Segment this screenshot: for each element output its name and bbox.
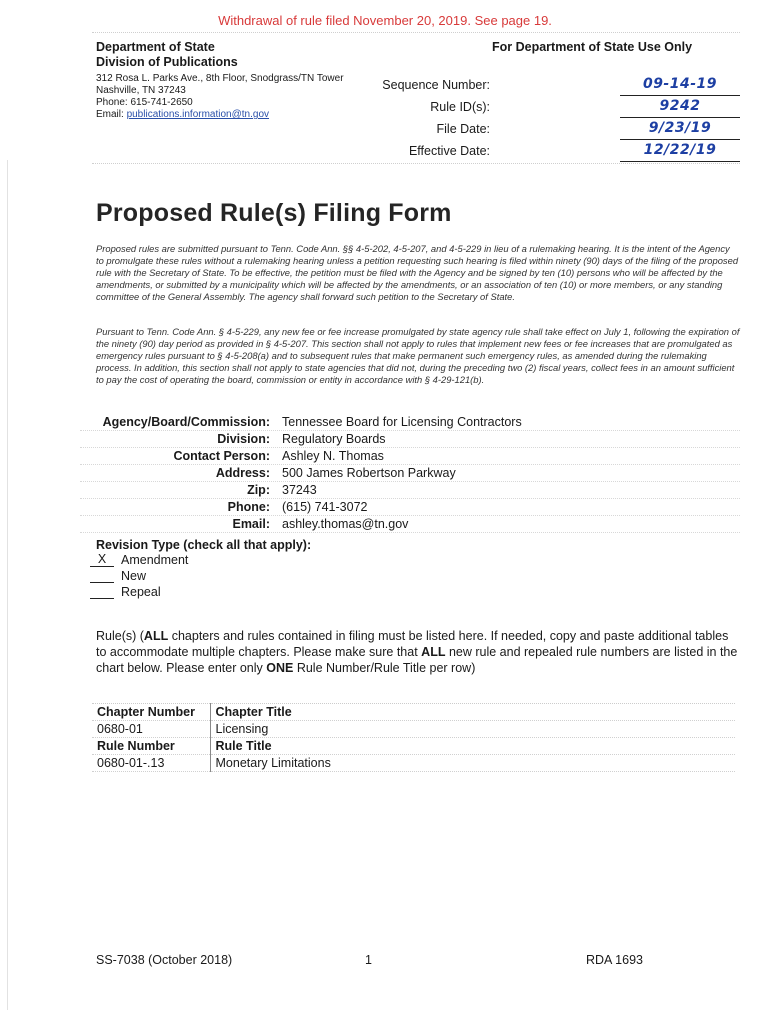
amendment-label: Amendment	[121, 553, 189, 567]
rules-table	[92, 703, 735, 772]
rules-intro-text-1: Rule(s) (	[96, 629, 144, 643]
amendment-checkmark[interactable]: X	[90, 553, 114, 567]
effective-date-label: Effective Date:	[408, 144, 490, 158]
agency-label: Agency/Board/Commission:	[102, 415, 270, 429]
zip-value: 37243	[282, 483, 317, 497]
revision-new[interactable]	[90, 569, 146, 585]
address-row	[80, 465, 740, 482]
new-label: New	[121, 569, 147, 583]
file-date-label: File Date:	[436, 122, 490, 136]
revision-amendment[interactable]	[90, 553, 188, 569]
rule-number-header: Rule Number	[92, 738, 210, 755]
dept-phone: Phone: 615-741-2650	[96, 97, 193, 108]
effective-date-value: 12/22/19	[620, 140, 740, 162]
rules-instructions	[96, 628, 740, 676]
footer-form-id: SS-7038 (October 2018)	[96, 953, 233, 967]
division-value: Regulatory Boards	[282, 432, 386, 446]
chapter-title-cell: Licensing	[210, 721, 735, 738]
agency-row	[80, 414, 740, 431]
rules-intro-emph-1: ALL	[143, 629, 169, 643]
email-value: ashley.thomas@tn.gov	[282, 517, 409, 531]
address-label: Address:	[215, 466, 270, 480]
contact-person-label: Contact Person:	[173, 449, 270, 463]
division-row	[80, 431, 740, 448]
dept-address-line2: Nashville, TN 37243	[96, 85, 186, 96]
header-bottom-rule	[92, 163, 740, 164]
form-title: Proposed Rule(s) Filing Form	[96, 199, 452, 227]
rules-intro-text-4: Rule Number/Rule Title per row)	[293, 661, 476, 675]
phone-row	[80, 499, 740, 516]
dept-email-link[interactable]: publications.information@tn.gov	[126, 109, 270, 120]
header-top-rule	[92, 32, 740, 33]
intro-paragraph-1: Proposed rules are submitted pursuant to Tenn. Code Ann. §§ 4-5-202, 4-5-207, and 4-5-229 in lieu of a rulemaking hearing. It is the intent of the Agency to promulgate these rules without a rulemaking hearing unless a petition requesting such hearing is filed within ninety (90) days of the filing of the proposed rule with the Secretary of State. To be effective, the petition must be filed with the Agency and be signed by ten (10) persons who will be affected by the amendments, or submitted by a municipality which will be affected by the amendments, or an association of ten (10) or more members, or any standing committee of the General Assembly. The agency shall forward such petition to the Secretary of State.	[96, 243, 739, 302]
department-block	[96, 40, 344, 121]
zip-row	[80, 482, 740, 499]
page-edge-line	[7, 160, 8, 1010]
footer-rda: RDA 1693	[586, 953, 643, 967]
contact-person-value: Ashley N. Thomas	[282, 449, 384, 463]
intro-paragraph-2: Pursuant to Tenn. Code Ann. § 4-5-229, any new fee or fee increase promulgated by state agency rule shall take effect on July 1, following the expiration of the ninety (90) day period as provided in § 4-5-207. This section shall not apply to rules that implement new fees or fee increases that are promulgated as emergency rules pursuant to § 4-5-208(a) and to subsequent rules that make permanent such emergency rules, as amended during the rulemaking process. In addition, this section shall not apply to state agencies that did not, during the preceding two (2) fiscal years, collect fees in an amount sufficient to pay the cost of operating the board, commission or entity in accordance with § 4-29-121(b).	[96, 326, 740, 385]
dept-email-row	[96, 109, 344, 121]
contact-person-row	[80, 448, 740, 465]
dept-address-line1: 312 Rosa L. Parks Ave., 8th Floor, Snodgrass/TN Tower	[96, 73, 344, 84]
revision-repeal[interactable]	[90, 585, 161, 601]
chapter-number-header: Chapter Number	[92, 704, 210, 721]
table-row	[92, 738, 735, 755]
rules-intro-emph-2: ALL	[421, 645, 446, 659]
rule-title-header: Rule Title	[210, 738, 735, 755]
phone-value: (615) 741-3072	[282, 500, 368, 514]
table-row	[92, 721, 735, 738]
agency-value: Tennessee Board for Licensing Contractors	[282, 415, 522, 429]
chapter-number-cell: 0680-01	[92, 721, 210, 738]
division-name: Division of Publications	[96, 55, 238, 69]
zip-label: Zip:	[247, 483, 270, 497]
division-label: Division:	[217, 432, 270, 446]
rule-id-label: Rule ID(s):	[430, 100, 490, 114]
email-row	[80, 516, 740, 533]
rule-title-cell: Monetary Limitations	[210, 755, 735, 772]
dept-email-label: Email:	[96, 109, 127, 120]
rules-intro-text-3: new rule and repealed rule numbers are listed in the chart below. Please enter only	[96, 645, 738, 675]
withdrawal-banner: Withdrawal of rule filed November 20, 2019. See page 19.	[218, 13, 552, 28]
rule-number-cell: 0680-01-.13	[92, 755, 210, 772]
rules-intro-emph-3: ONE	[266, 661, 294, 675]
email-label: Email:	[232, 517, 270, 531]
rules-intro-text-2: chapters and rules contained in filing must be listed here. If needed, copy and paste additional tables to accommodate multiple chapters. Please make sure that	[96, 629, 729, 659]
sequence-number-value: 09-14-19	[620, 74, 740, 96]
rule-id-value: 9242	[620, 96, 740, 118]
repeal-label: Repeal	[121, 585, 161, 599]
file-date-value: 9/23/19	[620, 118, 740, 140]
footer-page-number: 1	[365, 953, 372, 967]
table-row	[92, 704, 735, 721]
chapter-title-header: Chapter Title	[210, 704, 735, 721]
table-row	[92, 755, 735, 772]
revision-type-title: Revision Type (check all that apply):	[96, 538, 312, 552]
office-use-title: For Department of State Use Only	[492, 40, 693, 54]
department-name: Department of State	[96, 40, 215, 54]
address-value: 500 James Robertson Parkway	[282, 466, 456, 480]
sequence-number-label: Sequence Number:	[382, 78, 490, 92]
new-checkmark[interactable]	[90, 569, 114, 583]
phone-label: Phone:	[227, 500, 270, 514]
repeal-checkmark[interactable]	[90, 585, 114, 599]
